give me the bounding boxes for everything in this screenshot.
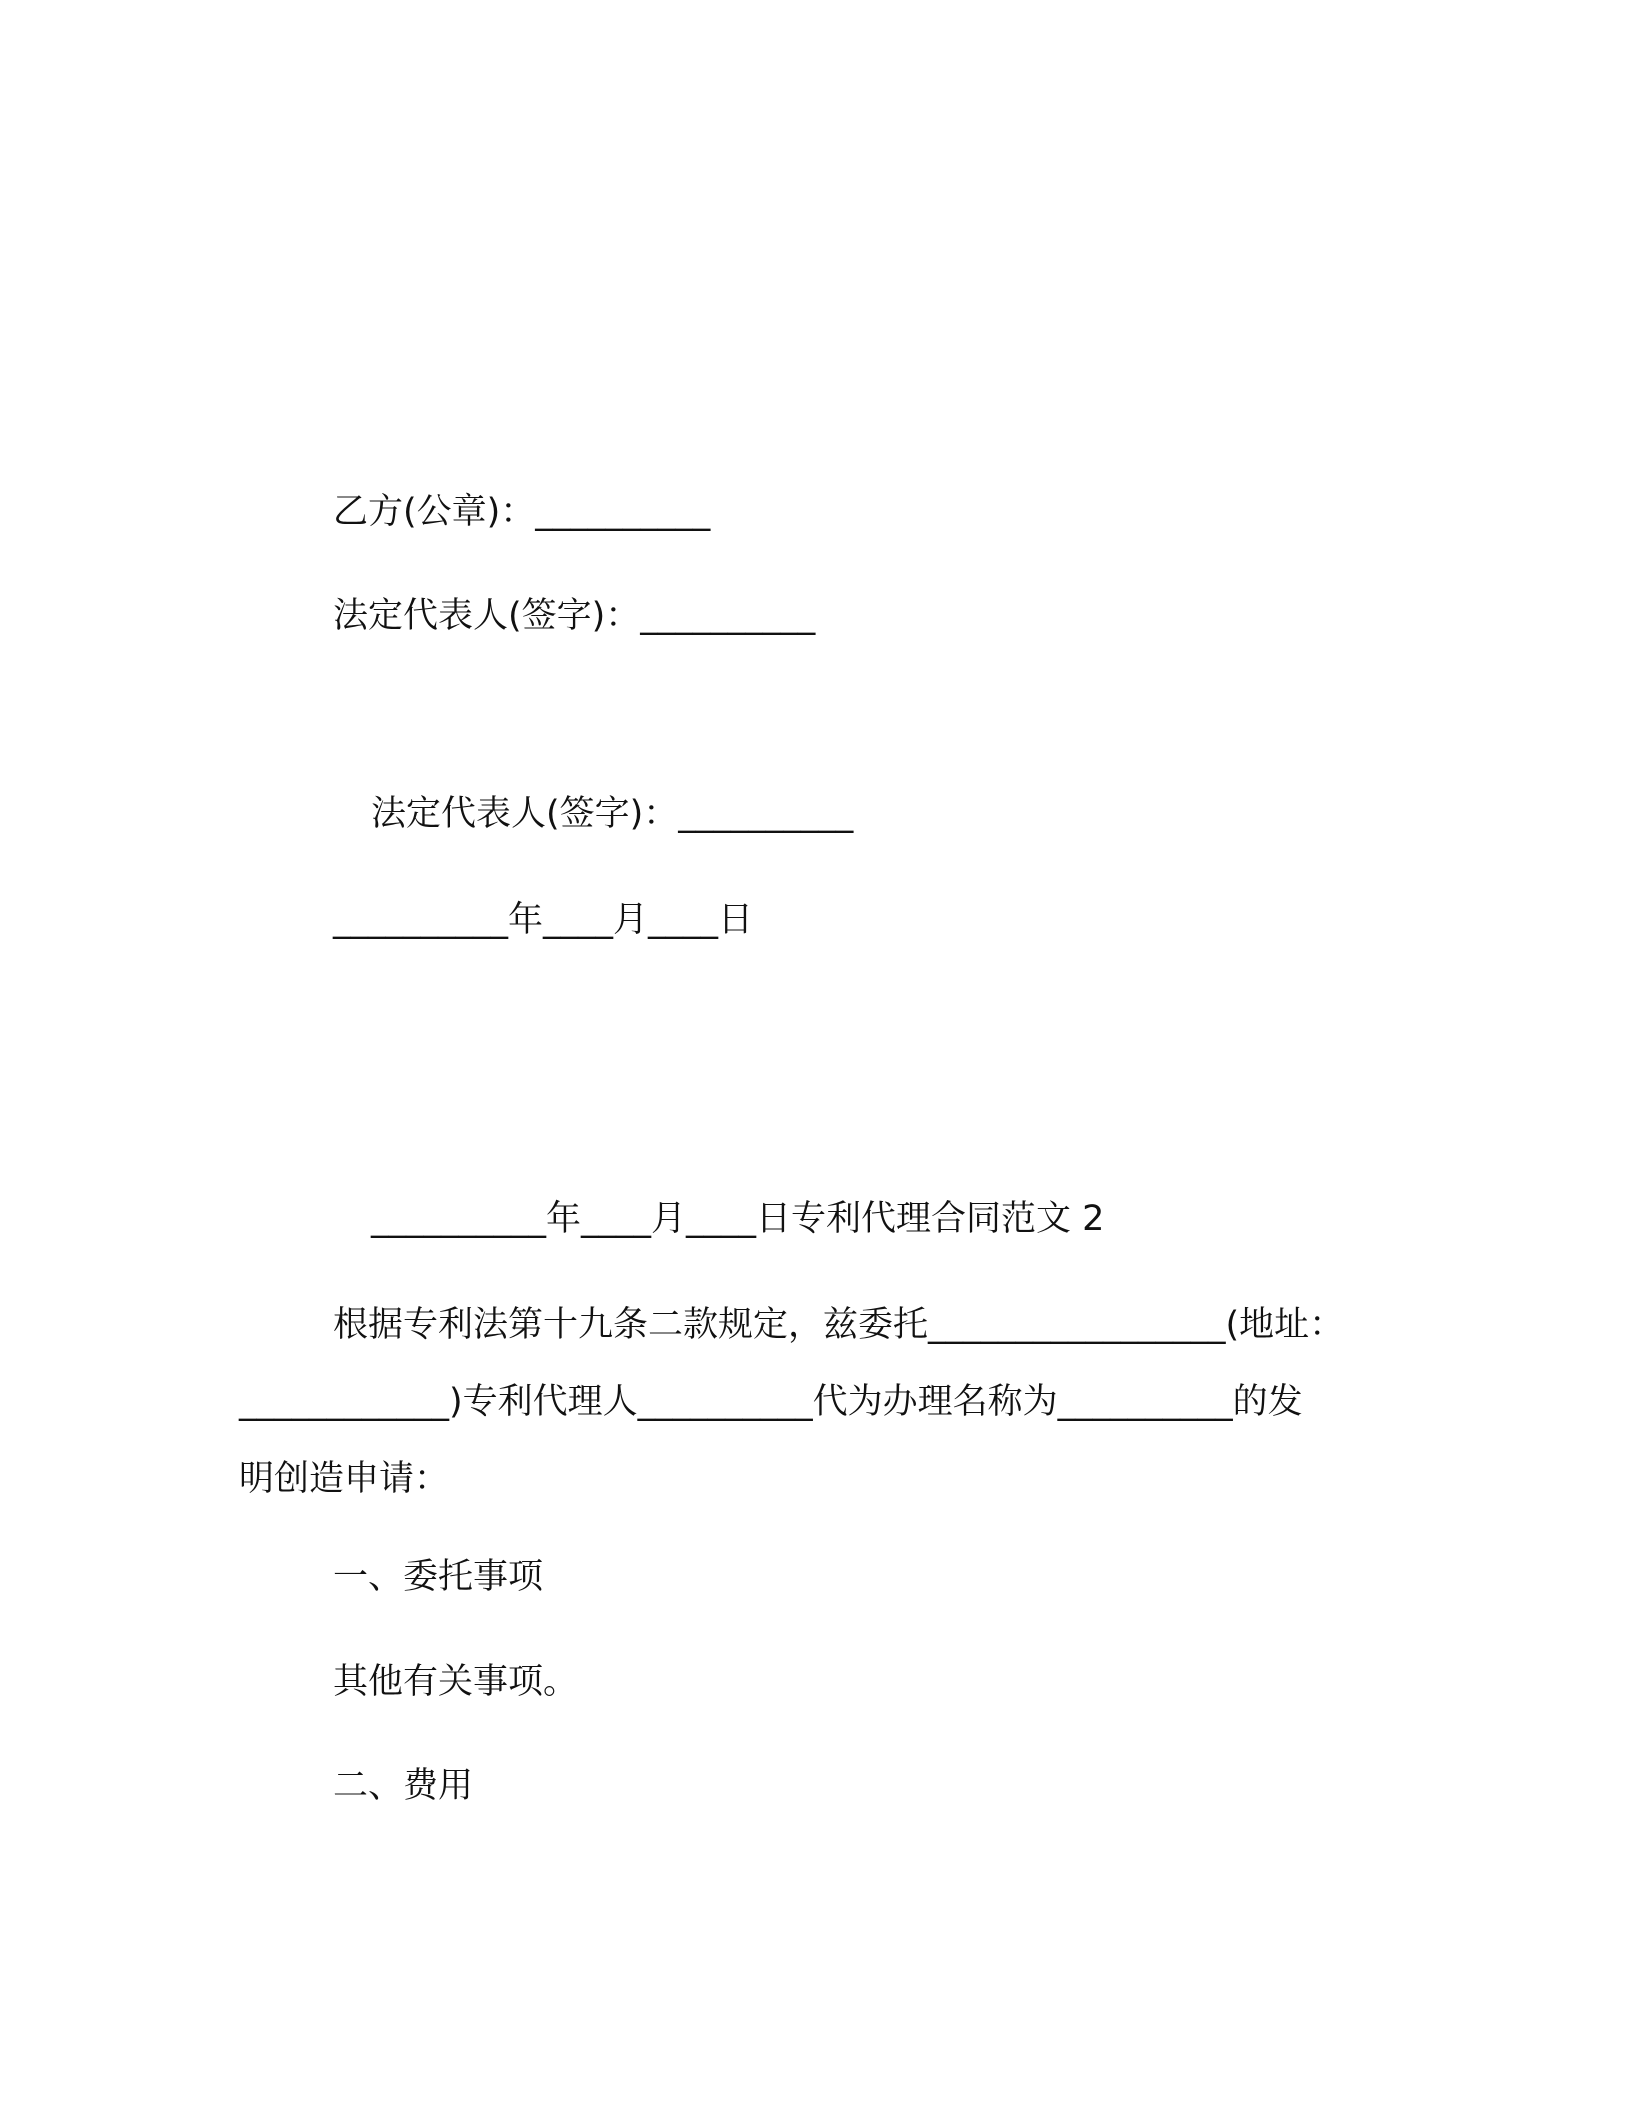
heading-fees: 二、费用 xyxy=(333,1766,474,1806)
body-paragraph-line-3: 明创造申请： xyxy=(239,1459,450,1499)
party-b-seal-line: 乙方(公章)：__________ xyxy=(333,492,711,532)
heading-entrusted-matters: 一、委托事项 xyxy=(333,1557,544,1597)
legal-representative-signature-line: 法定代表人(签字)：__________ xyxy=(333,596,816,636)
other-matters-line: 其他有关事项。 xyxy=(333,1662,579,1702)
body-paragraph-line-1: 根据专利法第十九条二款规定，兹委托_________________(地址： xyxy=(333,1305,1345,1345)
signing-date-line: __________年____月____日 xyxy=(333,900,754,940)
body-paragraph-line-2: ____________)专利代理人__________代为办理名称为__________的发 xyxy=(239,1382,1303,1422)
legal-representative-signature-line-second: 法定代表人(签字)：__________ xyxy=(371,794,854,834)
section-title-line: __________年____月____日专利代理合同范文 2 xyxy=(371,1199,1105,1239)
